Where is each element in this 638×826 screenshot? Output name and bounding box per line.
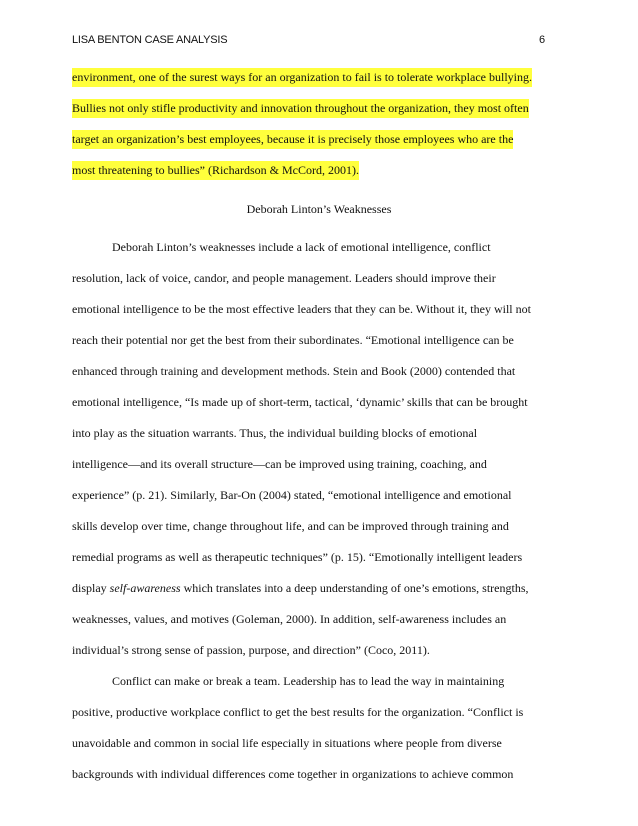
body-line: individual’s strong sense of passion, purpose, and direction” (Coco, 2011). — [72, 643, 430, 657]
quote-line-4 — [72, 163, 359, 178]
body-line: Conflict can make or break a team. Leadership has to lead the way in maintaining — [112, 674, 505, 688]
highlighted-text: Bullies not only stifle productivity and innovation throughout the organization, they most often — [72, 99, 529, 118]
running-head: LISA BENTON CASE ANALYSIS — [72, 34, 228, 46]
quote-line-2 — [72, 101, 529, 116]
body-line: backgrounds with individual differences come together in organizations to achieve common — [72, 767, 514, 781]
text-run: display — [72, 581, 110, 595]
body-line: emotional intelligence to be the most effective leaders that they can be. Without it, they will not — [72, 302, 531, 316]
body-line-self-awareness — [72, 581, 529, 596]
body-line: intelligence—and its overall structure—can be improved using training, coaching, and — [72, 457, 487, 471]
body-line: emotional intelligence, “Is made up of short-term, tactical, ‘dynamic’ skills that can be brought — [72, 395, 528, 409]
body-line: experience” (p. 21). Similarly, Bar-On (2004) stated, “emotional intelligence and emotional — [72, 488, 512, 502]
body-line: enhanced through training and development methods. Stein and Book (2000) contended that — [72, 364, 516, 378]
highlighted-text: most threatening to bullies” (Richardson & McCord, 2001). — [72, 161, 359, 180]
emphasis-text: self-awareness — [109, 581, 181, 595]
body-line: positive, productive workplace conflict to get the best results for the organization. “Conflict is — [72, 705, 524, 719]
text-run: which translates into a deep understanding of one’s emotions, strengths, — [180, 581, 529, 595]
quote-line-3 — [72, 132, 513, 147]
page-number: 6 — [539, 34, 546, 46]
body-line: remedial programs as well as therapeutic techniques” (p. 15). “Emotionally intelligent leaders — [72, 550, 523, 564]
body-line: Deborah Linton’s weaknesses include a lack of emotional intelligence, conflict — [112, 240, 491, 254]
highlighted-text: target an organization’s best employees, because it is precisely those employees who are the — [72, 130, 513, 149]
section-heading: Deborah Linton’s Weaknesses — [246, 202, 392, 216]
body-line: unavoidable and common in social life especially in situations where people from diverse — [72, 736, 502, 750]
body-line: resolution, lack of voice, candor, and people management. Leaders should improve their — [72, 271, 496, 285]
quote-line-1 — [72, 70, 532, 85]
body-line: reach their potential nor get the best from their subordinates. “Emotional intelligence can be — [72, 333, 514, 347]
body-line: into play as the situation warrants. Thus, the individual building blocks of emotional — [72, 426, 478, 440]
body-line: skills develop over time, change throughout life, and can be improved through training and — [72, 519, 509, 533]
highlighted-text: environment, one of the surest ways for an organization to fail is to tolerate workplace bullying. — [72, 68, 532, 87]
body-line: weaknesses, values, and motives (Goleman, 2000). In addition, self-awareness includes an — [72, 612, 507, 626]
